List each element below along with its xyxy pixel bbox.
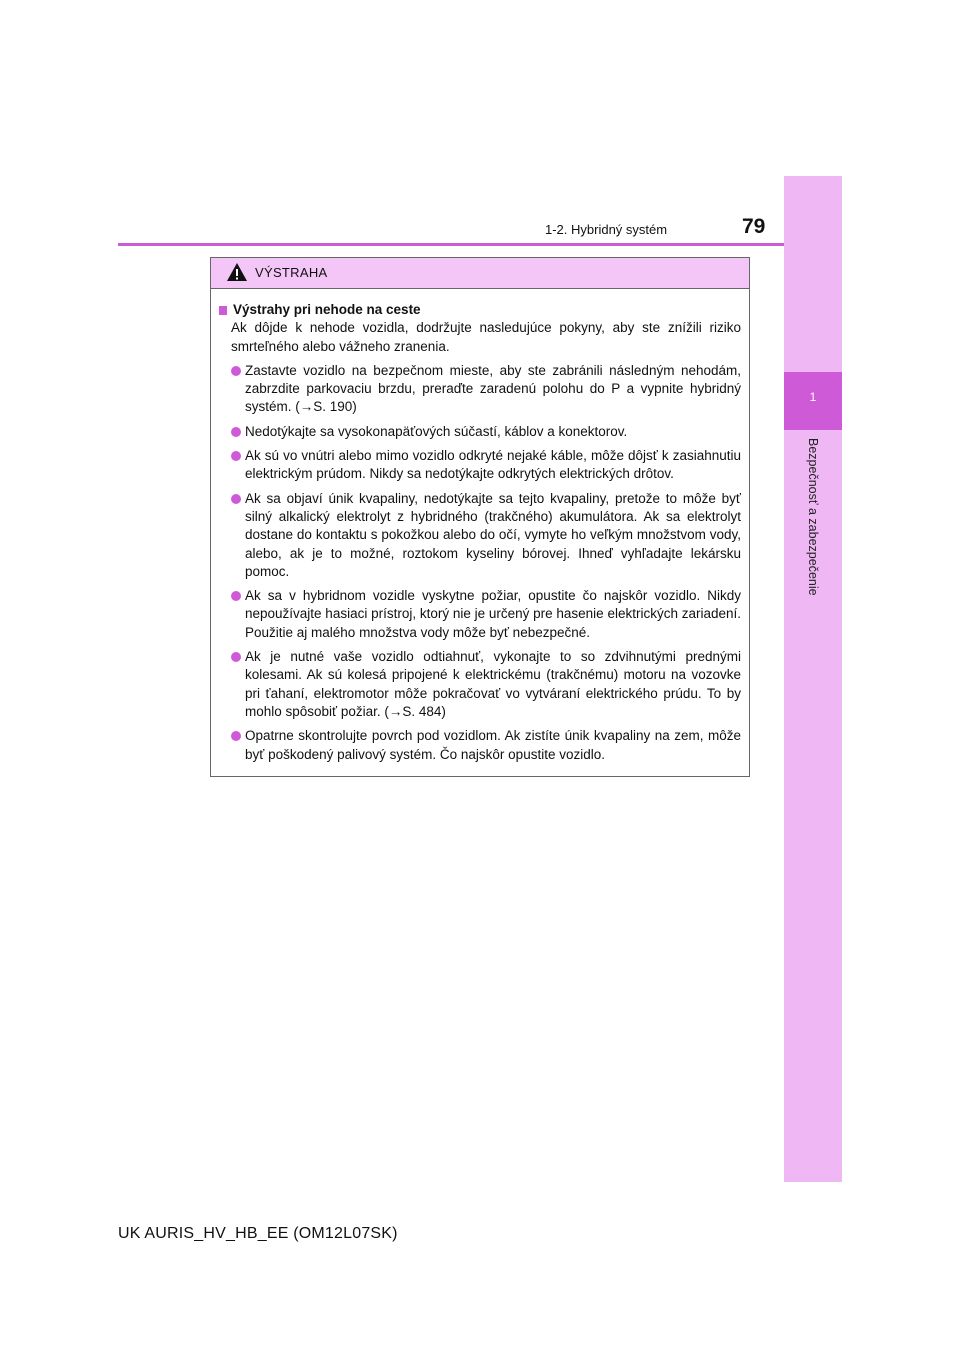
warning-box: [210, 257, 750, 777]
list-item-text: Nedotýkajte sa vysokonapäťových súčastí, káblov a konektorov.: [245, 423, 628, 439]
chapter-number: 1: [809, 390, 817, 404]
page-number: 79: [742, 215, 766, 238]
bullet-dot-icon: [231, 427, 241, 437]
bullet-dot-icon: [231, 731, 241, 741]
bullet-dot-icon: [231, 366, 241, 376]
chapter-label: Bezpečnosť a zabezpečenie: [806, 438, 820, 596]
list-item-text: Zastavte vozidlo na bezpečnom mieste, aby ste zabránili následným nehodám, zabrzdite parkovaciu brzdu, preraďte zaradenú polohu do P a vypnite hybridný systém. (→S. 190): [245, 362, 741, 415]
list-item-text: Ak je nutné vaše vozidlo odtiahnuť, vykonajte to so zdvihnutými prednými kolesami. Ak sú kolesá pripojené k elektrickému (trakčnému) motoru na vozovke pri ťahaní, elektromotor môže pokračovať vo vytváraní elektrického prúdu. To by mohlo spôsobiť požiar. (→S. 484): [245, 649, 741, 719]
list-item: [231, 490, 741, 581]
section-heading-text: Výstrahy pri nehode na ceste: [233, 302, 421, 317]
list-item-text: Ak sa v hybridnom vozidle vyskytne požiar, opustite čo najskôr vozidlo. Nikdy nepoužívajte hasiaci prístroj, ktorý nie je určený pre hasenie elektrických zariadení. Použitie aj malého množstva vody môže byť nebezpečné.: [245, 588, 741, 640]
document-code: UK AURIS_HV_HB_EE (OM12L07SK): [118, 1225, 398, 1242]
bullet-dot-icon: [231, 591, 241, 601]
intro-paragraph: Ak dôjde k nehode vozidla, dodržujte nasledujúce pokyny, aby ste znížili riziko smrteľného alebo vážneho zranenia.: [231, 320, 741, 354]
warning-title: VÝSTRAHA: [255, 265, 328, 280]
list-item: [231, 447, 741, 484]
warning-body: [211, 289, 749, 764]
list-item-text: Opatrne skontrolujte povrch pod vozidlom. Ak zistíte únik kvapaliny na zem, môže byť poškodený palivový systém. Čo najskôr opustite vozidlo.: [245, 728, 741, 762]
list-item-text: Ak sa objaví únik kvapaliny, nedotýkajte sa tejto kvapaliny, pretože to môže byť silný alkalický elektrolyt z hybridného (trakčného) akumulátora. Ak sa elektrolyt dostane do kontaktu s pokožkou alebo do očí, vymyte ho veľkým množstvom vody, alebo, ak je to možné, roztokom kyseliny bórovej. Ihneď vyhľadajte lekársku pomoc.: [245, 490, 741, 579]
square-bullet-icon: [219, 306, 227, 315]
list-item: [231, 587, 741, 642]
warning-header: [211, 258, 749, 289]
chapter-tab: [784, 176, 842, 1182]
header-divider: [118, 243, 784, 246]
list-item: [231, 727, 741, 764]
list-item: [231, 423, 741, 441]
list-item-text: Ak sú vo vnútri alebo mimo vozidlo odkryté nejaké káble, môže dôjsť k zasiahnutiu elektrickým prúdom. Nikdy sa nedotýkajte odkrytých elektrických drôtov.: [245, 448, 741, 482]
section-title: 1-2. Hybridný systém: [545, 222, 668, 237]
bullet-dot-icon: [231, 652, 241, 662]
warning-triangle-icon: [226, 262, 248, 282]
section-heading: [219, 301, 741, 319]
bullet-dot-icon: [231, 451, 241, 461]
bullet-dot-icon: [231, 494, 241, 504]
list-item: [231, 362, 741, 417]
list-item: [231, 648, 741, 721]
